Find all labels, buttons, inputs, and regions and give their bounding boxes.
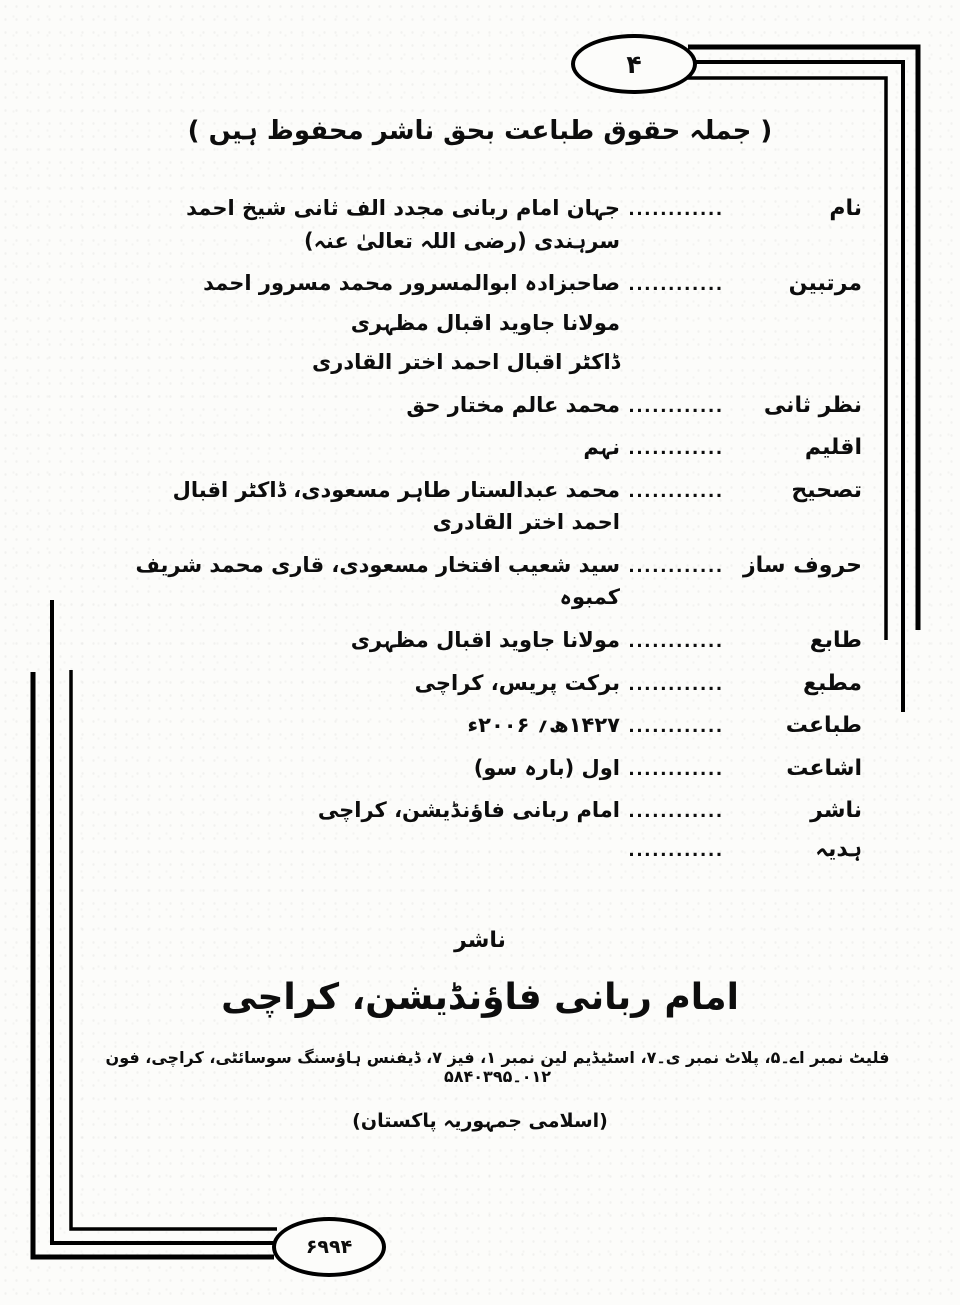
colophon-row [125, 794, 862, 827]
row-value: اول (بارہ سو) [473, 755, 620, 780]
colophon-row [125, 667, 862, 700]
colophon-row [125, 752, 862, 785]
dotted-leader: ............ [628, 439, 724, 460]
colophon-row [125, 624, 862, 657]
row-label: طباعت [785, 713, 862, 739]
row-label: مرتبین [788, 271, 862, 297]
colophon-row [125, 267, 862, 300]
publisher-address: فلیٹ نمبر اے۔۵، پلاٹ نمبر ی۔۷، اسٹیڈیم لین نمبر ۱، فیز ۷، ڈیفنس ہاؤسنگ سوسائٹی، کراچی، فون ۰۱۲۔۵۸۴۰۳۹۵ [105, 1047, 890, 1086]
colophon-row [125, 837, 862, 862]
colophon-row [125, 192, 862, 257]
row-label: طابع [809, 628, 862, 654]
publisher-name: امام ربانی فاؤنڈیشن، کراچی [221, 976, 739, 1018]
colophon-row [125, 389, 862, 422]
row-label: نام [829, 196, 862, 221]
dotted-leader: ............ [628, 717, 724, 738]
colophon-row [125, 709, 862, 742]
dotted-leader: ............ [628, 674, 724, 695]
colophon-row [125, 549, 862, 614]
row-label: حروف ساز [743, 552, 862, 578]
dotted-leader: ............ [628, 200, 724, 220]
row-value-continuation: مولانا جاوید اقبال مظہری [350, 310, 620, 335]
row-label: ہدیہ [815, 836, 862, 862]
dotted-leader: ............ [628, 481, 724, 502]
copyright-notice: ( جملہ حقوق طباعت بحق ناشر محفوظ ہیں ) [187, 116, 773, 146]
row-value: ۱۴۲۷ھ؍ ۲۰۰۶ء [467, 713, 620, 738]
dotted-leader: ............ [628, 556, 724, 577]
page-number: ۴ [626, 49, 642, 79]
dotted-leader: ............ [628, 840, 724, 861]
row-label: ناشر [810, 798, 862, 824]
colophon-row [125, 474, 862, 539]
row-value: مولانا جاوید اقبال مظہری [350, 628, 620, 653]
row-value: جہان امام ربانی مجدد الف ثانی شیخ احمد سرہندی (رضی اللہ تعالیٰ عنہ) [186, 196, 620, 253]
catalog-number: ۶۹۹۴ [305, 1236, 353, 1258]
publisher-heading: ناشر [454, 927, 506, 953]
publisher-block [0, 928, 960, 1132]
colophon-list [125, 192, 862, 862]
row-label: مطبع [802, 670, 862, 696]
row-label: نظر ثانی [763, 392, 862, 418]
row-value: محمد عبدالستار طاہر مسعودی، ڈاکٹر اقبال احمد اختر القادری [172, 477, 620, 535]
row-value: محمد عالم مختار حق [406, 392, 620, 417]
row-value: سید شعیب افتخار مسعودی، قاری محمد شریف کمبوہ [135, 552, 620, 610]
row-value: امام ربانی فاؤنڈیشن، کراچی [317, 798, 620, 823]
row-value-continuation: ڈاکٹر اقبال احمد اختر القادری [312, 350, 620, 375]
row-label: تصحیح [791, 477, 862, 503]
dotted-leader: ............ [628, 802, 724, 823]
row-label: اقلیم [804, 435, 862, 461]
publisher-country: (اسلامی جمہوریہ پاکستان) [352, 1109, 608, 1132]
row-value: صاحبزادہ ابوالمسرور محمد مسرور احمد [203, 271, 620, 296]
dotted-leader: ............ [628, 275, 724, 296]
row-value: برکت پریس، کراچی [414, 670, 620, 695]
dotted-leader: ............ [628, 632, 724, 653]
row-value: نہم [583, 435, 620, 460]
dotted-leader: ............ [628, 759, 724, 780]
colophon-row [125, 431, 862, 464]
dotted-leader: ............ [628, 396, 724, 417]
row-label: اشاعت [786, 755, 862, 781]
